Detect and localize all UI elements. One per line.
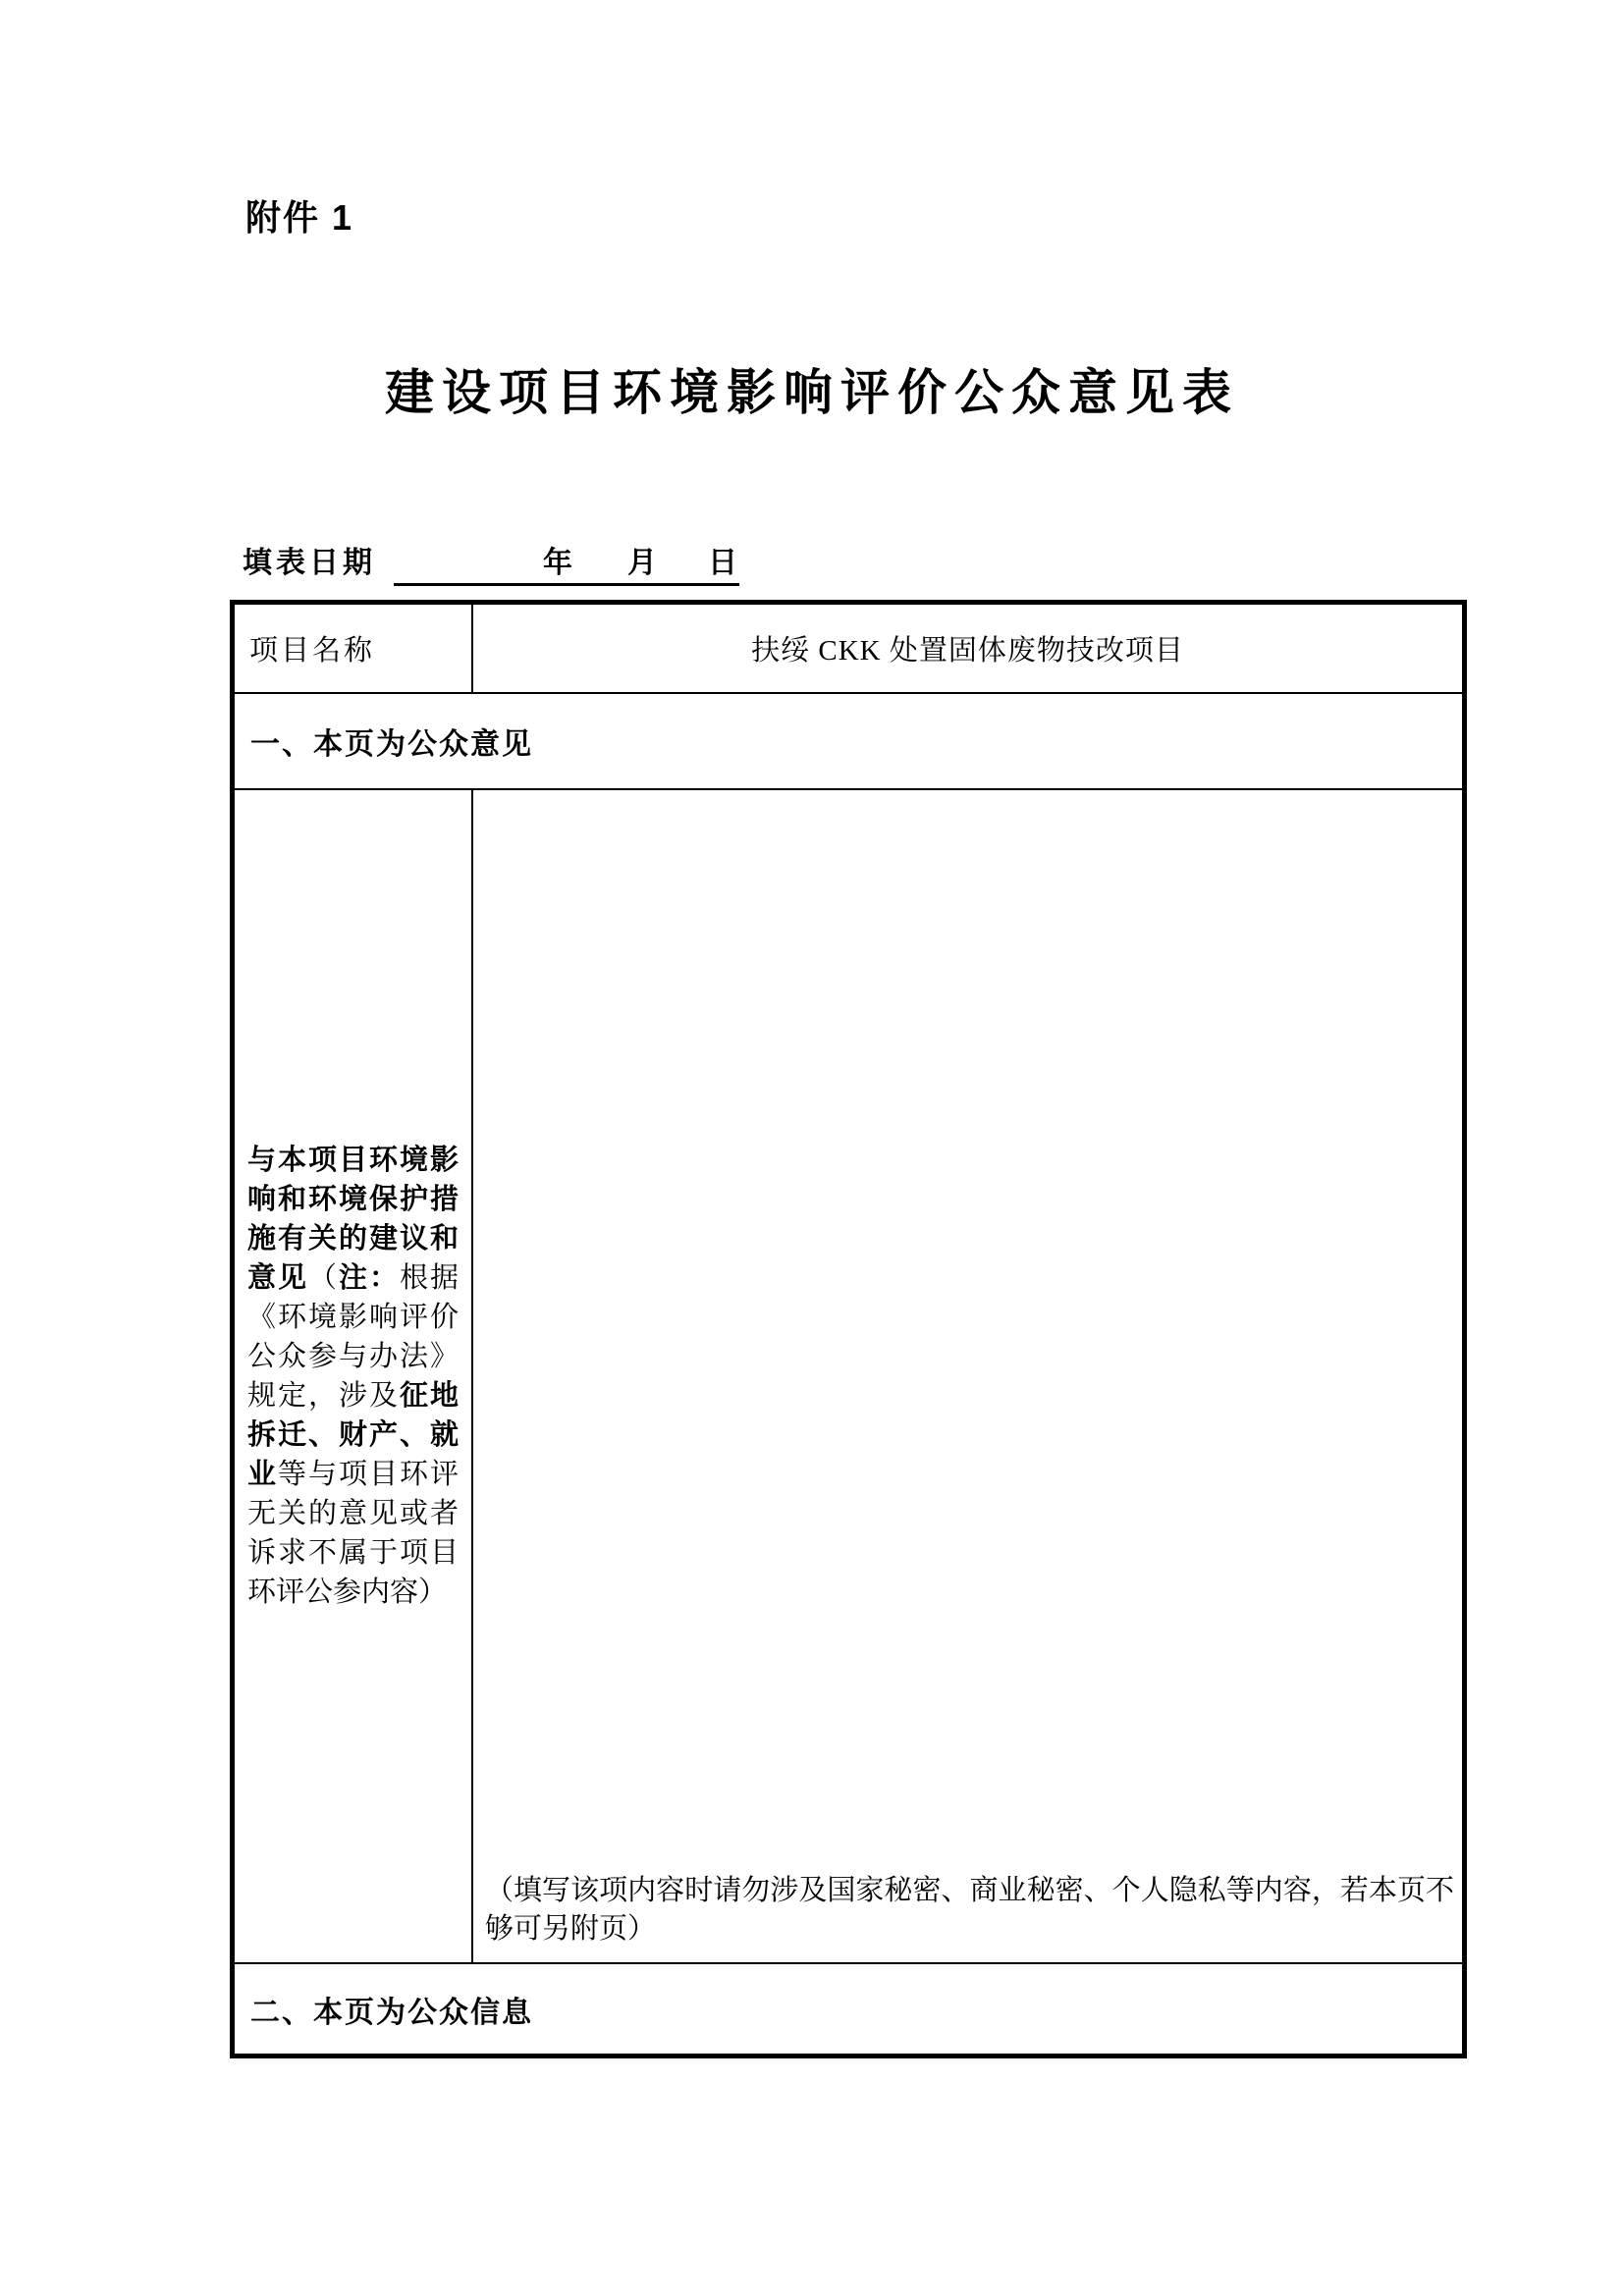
opinion-label-cell [235,790,473,1964]
fill-date-blank-field[interactable] [394,538,739,586]
day-label: 日 [708,547,737,579]
section-2-header-cell [235,1964,1462,2054]
attachment-label: 附件 1 [245,197,354,238]
section-1-header-cell [235,694,1462,790]
fill-date-line [243,538,739,587]
section-2-title: 二、本页为公众信息 [250,1996,533,2029]
opinion-body-cell [473,790,1462,1964]
fill-date-label: 填表日期 [243,547,376,579]
opinion-label: 与本项目环境影响和环境保护措施有关的建议和意见（注：根据《环境影响评价公众参与办法》规定，涉及征地拆迁、财产、就业等与项目环评无关的意见或者诉求不属于项目环评公参内容） [247,1145,459,1608]
month-label: 月 [627,547,657,579]
opinion-note: （填写该项内容时请勿涉及国家秘密、商业秘密、个人隐私等内容，若本页不够可另附页） [485,1875,1454,1945]
opinion-form-table [230,600,1467,2058]
section-1-title: 一、本页为公众意见 [250,728,533,761]
project-name-label: 项目名称 [249,635,376,667]
year-label: 年 [543,547,572,579]
project-name-label-cell [235,605,473,694]
project-name-value: 扶绥 CKK 处置固体废物技改项目 [751,635,1184,667]
opinion-input-area[interactable] [485,798,1454,1872]
project-name-value-cell [473,605,1462,694]
form-title: 建设项目环境影响评价公众意见表 [385,365,1239,420]
